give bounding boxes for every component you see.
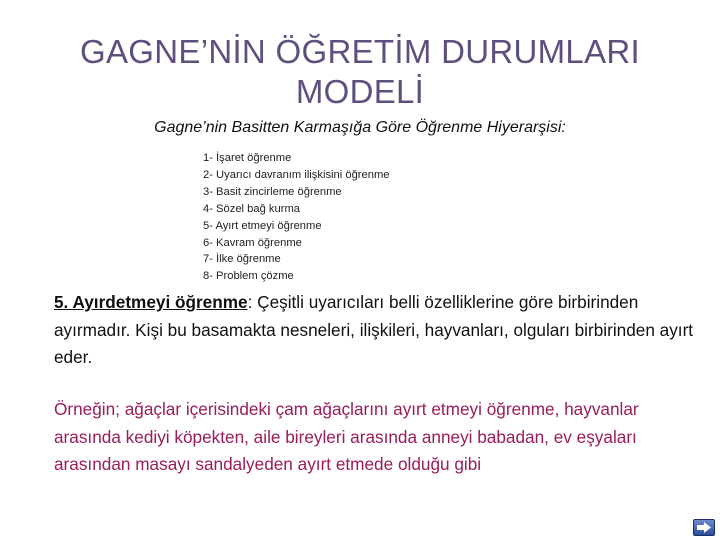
hierarchy-item: 1- İşaret öğrenme: [203, 152, 292, 164]
slide-title-line-1: GAGNE’NİN ÖĞRETİM DURUMLARI: [80, 33, 640, 70]
slide-subtitle: Gagne’nin Basitten Karmaşığa Göre Öğrenme Hiyerarşisi:: [154, 119, 566, 136]
definition-text: Çeşitli uyarıcıları belli özelliklerine göre birbirinden ayırmadır. Kişi bu basamakta nesneleri, ilişkileri, hayvanları, olguları birbirinden ayırt eder.: [54, 292, 694, 367]
hierarchy-item: 4- Sözel bağ kurma: [203, 202, 301, 215]
definition-paragraph: [54, 289, 704, 372]
hierarchy-list: [203, 150, 390, 285]
hierarchy-item: 3- Basit zincirleme öğrenme: [203, 185, 342, 198]
hierarchy-item: 8- Problem çözme: [203, 270, 294, 283]
definition-term: 5. Ayırdetmeyi öğrenme: [54, 292, 248, 312]
example-paragraph: Örneğin; ağaçlar içerisindeki çam ağaçlarını ayırt etmeyi öğrenme, hayvanlar arasında kediyi köpekten, aile bireyleri arasında anneyi babadan, ev eşyaları arasından masayı sandalyeden ayırt etmede olduğu gibi: [54, 399, 639, 474]
hierarchy-item: 7- İlke öğrenme: [203, 253, 281, 266]
arrow-right-icon: [693, 519, 715, 536]
definition-colon: :: [247, 292, 253, 312]
hierarchy-item: 6- Kavram öğrenme: [203, 236, 302, 249]
hierarchy-item: 5- Ayırt etmeyi öğrenme: [203, 219, 322, 232]
slide-title: [60, 32, 660, 112]
hierarchy-item: 2- Uyarıcı davranım ilişkisini öğrenme: [203, 168, 390, 181]
slide-title-line-2: MODELİ: [295, 73, 425, 110]
next-slide-button[interactable]: [693, 519, 715, 536]
